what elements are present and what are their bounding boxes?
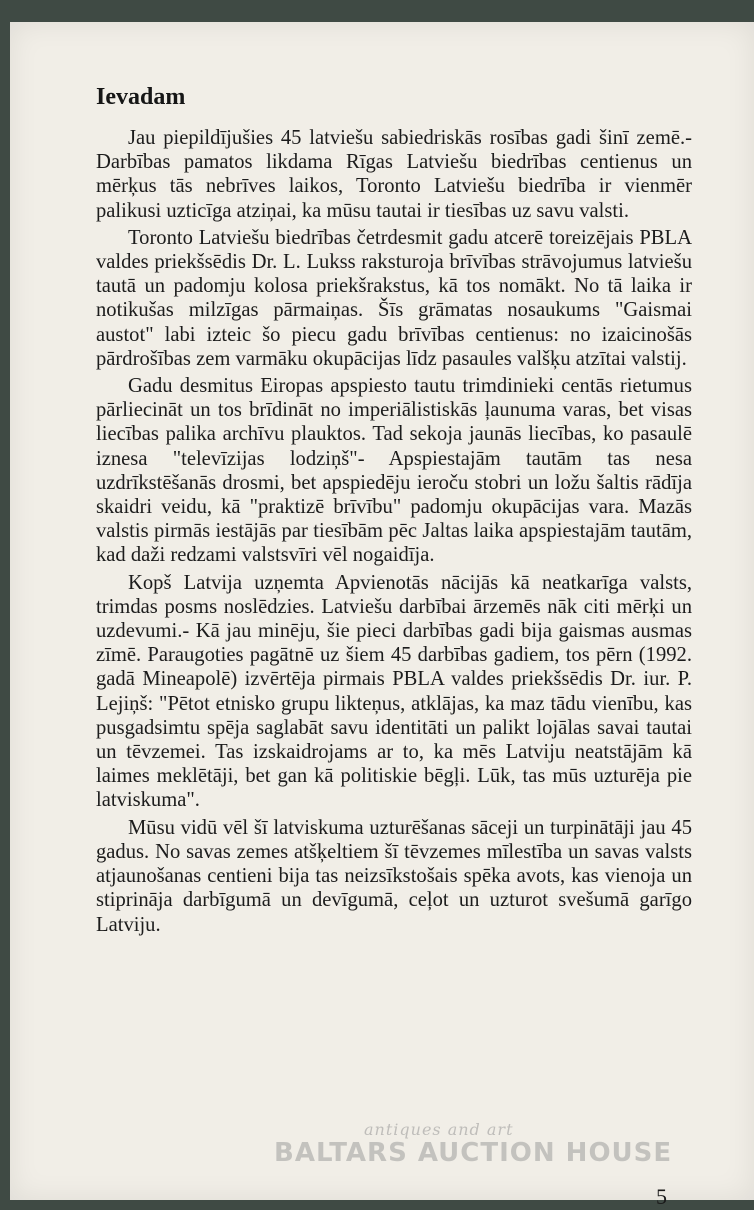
body-text [96, 126, 692, 940]
watermark-name: BALTARS AUCTION HOUSE [274, 1138, 673, 1168]
paragraph: Kopš Latvija uzņemta Apvienotās nācijās kā neatkarīga valsts, trimdas posms noslēdzies. Latviešu darbībai ārzemēs nāk citi mērķi un uzdevumi.- Kā jau minēju, šie pieci darbības gadi bija gaismas ausmas zīmē. Paraugoties pagātnē uz šiem 45 darbības gadiem, tos pērn (1992. gadā Mineapolē) izvērtēja pirmais PBLA valdes priekšsēdis Dr. iur. P. Lejiņš: "Pētot etnisko grupu likteņus, atklājas, ka maz tādu vienību, kas pusgadsimtu spēja saglabāt savu identitāti un palikt lojālas savai tautai un tēvzemei. Tas izskaidrojams ar to, ka mēs Latviju neatstājām kā laimes meklētāji, bet gan kā politiskie bēgļi. Lūk, tas mūs uzturēja pie latviskuma". [96, 571, 692, 812]
paragraph: Gadu desmitus Eiropas apspiesto tautu trimdinieki centās rietumus pārliecināt un tos brīdināt no imperiālistiskās ļaunuma varas, bet visas liecības palika archīvu plauktos. Tad sekoja jaunās liecības, ko pasaulē iznesa "televīzijas lodziņš"- Apspiestajām tautām tas nesa uzdrīkstēšanās drosmi, bet apspiedēju ieroču stobri un ložu šaltis rādīja skaidri veidu, kā "praktizē brīvību" padomju okupācijas vara. Mazās valstis pirmās iestājās par tiesībām pēc Jaltas laika apspiestajām tautām, kad daži redzami valstsvīri vēl nogaidīja. [96, 375, 692, 567]
paragraph: Toronto Latviešu biedrības četrdesmit gadu atcerē toreizējais PBLA valdes priekšsēdis Dr. L. Lukss raksturoja brīvības strāvojumus latviešu tautā un padomju kolosa priekšrakstus, kā tos nomākt. No tā laika ir notikušas milzīgas pārmaiņas. Šīs grāmatas nosaukums "Gaismai austot" labi izteic šo piecu gadu brīvības centienus: no izaicinošās pārdrošības zem varmāku okupācijas līdz pasaules valšķu atzītai valstij. [96, 226, 692, 370]
watermark-tagline: antiques and art [364, 1120, 514, 1139]
book-page [10, 22, 754, 1209]
paragraph: Mūsu vidū vēl šī latviskuma uzturēšanas sāceji un turpinātāji jau 45 gadus. No savas zemes atšķeltiem šī tēvzemes mīlestība un savas valsts atjaunošanas centieni bija tas neizsīkstošais spēka avots, kas vienoja un stiprināja darbīgumā un devīgumā, ceļot un uzturot svešumā garīgo Latviju. [96, 816, 692, 936]
paragraph: Jau piepildījušies 45 latviešu sabiedriskās rosības gadi šinī zemē.- Darbības pamatos likdama Rīgas Latviešu biedrības centienus un mērķus tās nebrīves laikos, Toronto Latviešu biedrība ir vienmēr palikusi uzticīga atziņai, ka mūsu tautai ir tiesības uz savu valsti. [96, 127, 692, 222]
page-title: Ievadam [96, 84, 186, 110]
auction-watermark [274, 1120, 694, 1180]
page-number: 5 [656, 1184, 667, 1209]
